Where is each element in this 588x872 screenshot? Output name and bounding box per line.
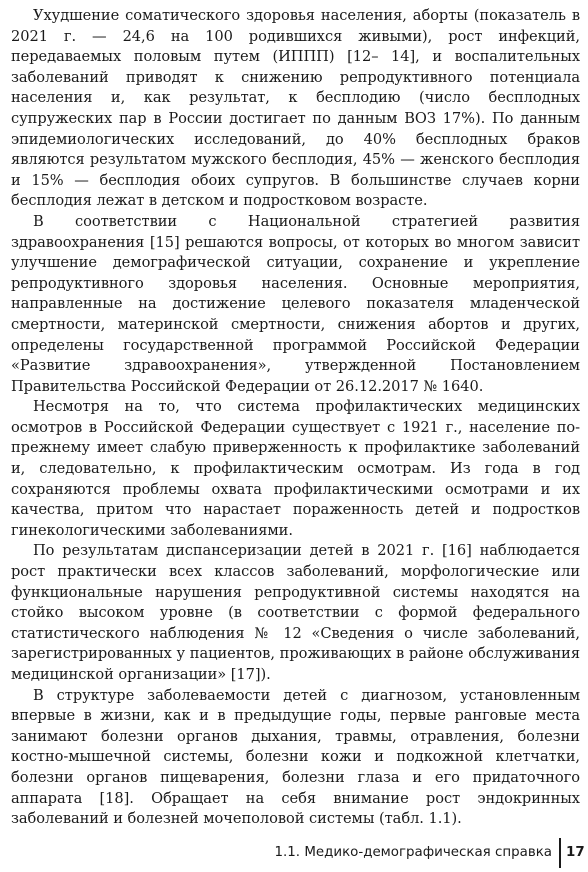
footer-divider [559,838,561,868]
body-text [11,6,580,830]
paragraph-morbidity-structure: В структуре заболеваемости детей с диагнозом, установленным впервые в жизни, как и в предыдущие годы, первые ранговые места занимают болезни органов дыхания, травмы, отравления, болезни костно-мышечной системы, болезни кожи и подкожной клетчатки, болезни органов пищеварения, болезни глаза и его придаточного аппарата [18]. Обращает на себя внимание рост эндокринных заболеваний и болезней мочеполовой системы (табл. 1.1). [11,686,580,828]
page-number: 17 [566,845,585,860]
paragraph-preventive-exams: Несмотря на то, что система профилактических медицинских осмотров в Российской Федерации существует с 1921 г., население по-прежнему имеет слабую приверженность к профилактике заболеваний и, следовательно, к профилактическим осмотрам. Из года в год сохраняются проблемы охвата профилактическими осмотрами и их качества, притом что нарастает пораженность детей и подростков гинекологическими заболеваниями. [11,398,580,539]
page-footer [0,838,588,872]
paragraph-dispensarization: По результатам диспансеризации детей в 2021 г. [16] наблюдается рост практически всех классов заболеваний, морфологические или функциональные нарушения репродуктивной системы находятся на стойко высоком уровне (в соответствии с формой федерального статистического наблюдения № 12 «Сведения о числе заболеваний, зарегистрированных у пациентов, проживающих в районе обслуживания медицинской организации» [17]). [11,542,580,683]
paragraph-infertility: Ухудшение соматического здоровья населения, аборты (показатель в 2021 г. — 24,6 на 100 родившихся живыми), рост инфекций, передаваемых половым путем (ИППП) [12– 14], и воспалительных заболеваний приводят к снижению репродуктивного потенциала населения и, как результат, к бесплодию (число бесплодных супружеских пар в России достигает по данным ВОЗ 17%). По данным эпидемиологических исследований, до 40% бесплодных браков являются результатом мужского бесплодия, 45% — женского бесплодия и 15% — бесплодия обоих супругов. В большинстве случаев корни бесплодия лежат в детском и подростковом возрасте. [11,7,580,210]
paragraph-national-strategy: В соответствии с Национальной стратегией развития здравоохранения [15] решаются вопросы, от которых во многом зависит улучшение демографической ситуации, сохранение и укрепление репродуктивного здоровья населения. Основные мероприятия, направленные на достижение целевого показателя младенческой смертности, материнской смертности, снижения абортов и других, определены государственной программой Российской Федерации «Развитие здравоохранения», утвержденной Постановлением Правительства Российской Федерации от 26.12.2017 № 1640. [11,212,580,395]
running-head: 1.1. Медико-демографическая справка [274,845,552,860]
